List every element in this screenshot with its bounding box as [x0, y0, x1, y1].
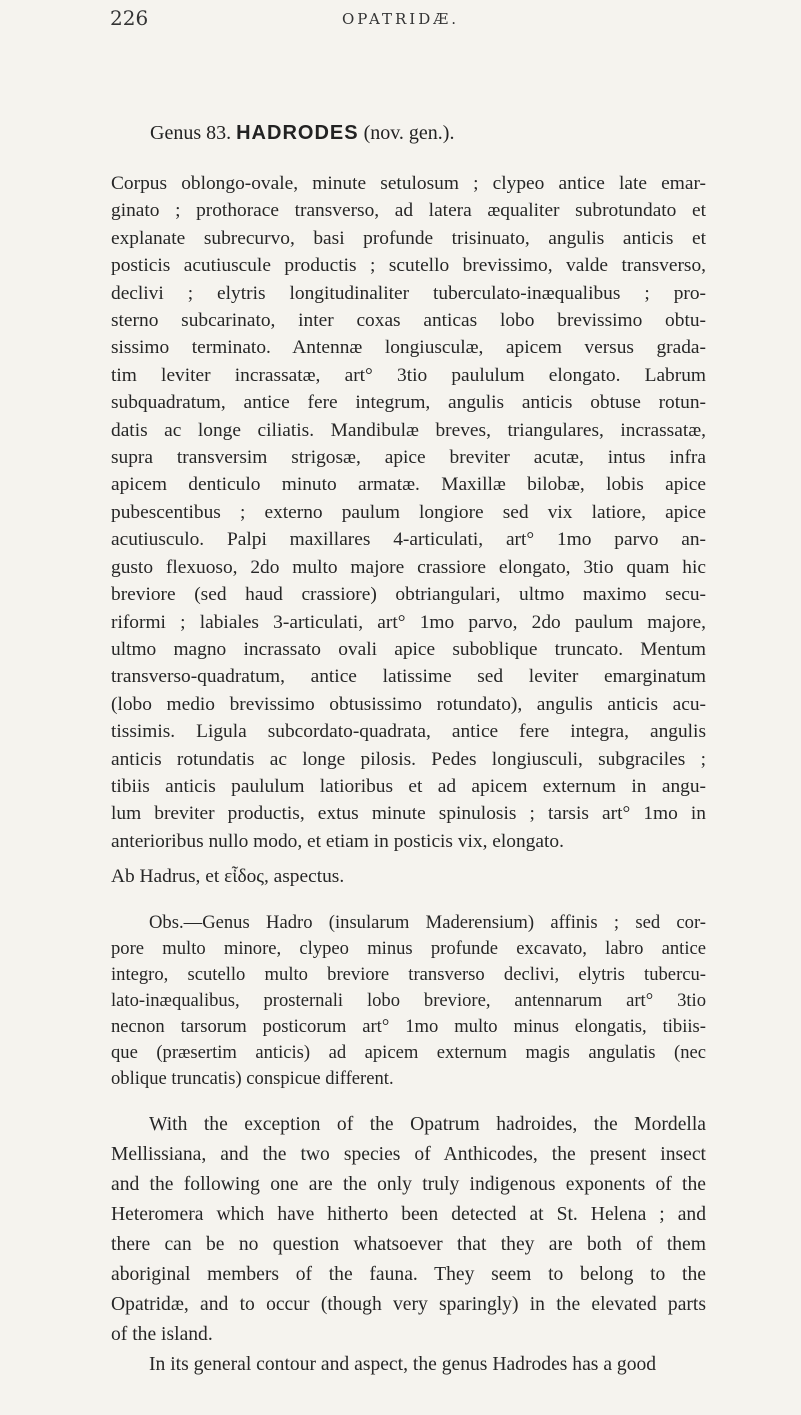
- genus-number: Genus 83.: [150, 122, 232, 144]
- text-line: riformi ; labiales 3-articulati, art° 1mo parvo, 2do paulum majore,: [111, 611, 706, 633]
- text-line: Ab Hadrus, et εἶδος, aspectus.: [111, 866, 345, 887]
- text-line: In its general contour and aspect, the genus Hadrodes has a good: [149, 1354, 657, 1375]
- text-line: and the following one are the only truly indigenous exponents of the: [111, 1174, 706, 1195]
- latin-description: [111, 170, 706, 855]
- text-line: ginato ; prothorace transverso, ad latera æqualiter subrotundato et: [111, 200, 706, 222]
- text-line: Corpus oblongo-ovale, minute setulosum ; clypeo antice late emar-: [111, 173, 706, 194]
- text-line: gusto flexuoso, 2do multo majore crassiore elongato, 3tio quam hic: [111, 556, 706, 578]
- text-line: que (præsertim anticis) ad apicem externum magis angulatis (nec: [111, 1042, 706, 1063]
- text-line: lato-inæqualibus, prosternali lobo breviore, antennarum art° 3tio: [111, 990, 706, 1011]
- text-line: supra transversim strigosæ, apice breviter acutæ, intus infra: [111, 447, 706, 469]
- text-line: lum breviter productis, extus minute spinulosis ; tarsis art° 1mo in: [111, 803, 706, 825]
- text-line: transverso-quadratum, antice latissime sed leviter emarginatum: [111, 666, 706, 688]
- text-line: Mellissiana, and the two species of Anthicodes, the present insect: [111, 1144, 706, 1165]
- text-line: necnon tarsorum posticorum art° 1mo multo minus elongatis, tibiis-: [111, 1016, 706, 1037]
- text-line: acutiusculo. Palpi maxillares 4-articulati, art° 1mo parvo an-: [111, 529, 706, 551]
- text-line: ultmo magno incrassato ovali apice suboblique truncato. Mentum: [111, 638, 706, 660]
- genus-name: HADRODES: [236, 122, 359, 144]
- text-line: there can be no question whatsoever that they are both of them: [111, 1234, 706, 1255]
- text-line: Obs.—Genus Hadro (insularum Maderensium) affinis ; sed cor-: [149, 912, 706, 933]
- text-line: declivi ; elytris longitudinaliter tuberculato-inæqualibus ; pro-: [111, 282, 706, 304]
- text-line: tissimis. Ligula subcordato-quadrata, antice fere integra, angulis: [111, 721, 706, 743]
- text-line: of the island.: [111, 1324, 213, 1345]
- text-line: pore multo minore, clypeo minus profunde excavato, labro antice: [111, 938, 706, 959]
- text-line: subquadratum, antice fere integrum, angulis anticis obtuse rotun-: [111, 392, 706, 414]
- text-line: tibiis anticis paululum latioribus et ad apicem externum in angu-: [111, 775, 706, 797]
- text-line: sissimo terminato. Antennæ longiusculæ, apicem versus grada-: [111, 337, 706, 359]
- english-commentary: [111, 1110, 706, 1380]
- running-head: OPATRIDÆ.: [341, 10, 460, 28]
- text-line: anterioribus nullo modo, et etiam in posticis vix, elongato.: [111, 830, 564, 852]
- text-line: Opatridæ, and to occur (though very sparingly) in the elevated parts: [111, 1294, 706, 1315]
- text-line: explanate subrecurvo, basi profunde trisinuato, angulis anticis et: [111, 227, 706, 249]
- page-number: 226: [110, 6, 149, 30]
- text-line: tim leviter incrassatæ, art° 3tio paululum elongato. Labrum: [111, 364, 706, 386]
- text-line: With the exception of the Opatrum hadroides, the Mordella: [149, 1114, 706, 1135]
- text-line: anticis rotundatis ac longe pilosis. Pedes longiusculi, subgraciles ;: [111, 748, 706, 770]
- text-line: Heteromera which have hitherto been detected at St. Helena ; and: [111, 1204, 706, 1225]
- genus-note: (nov. gen.).: [363, 122, 455, 144]
- observation-paragraph: [111, 910, 706, 1092]
- text-line: breviore (sed haud crassiore) obtriangulari, ultmo maximo secu-: [111, 584, 706, 606]
- text-line: aboriginal members of the fauna. They seem to belong to the: [111, 1264, 706, 1285]
- text-line: posticis acutiuscule productis ; scutello brevissimo, valde transverso,: [111, 255, 706, 277]
- text-line: datis ac longe ciliatis. Mandibulæ breves, triangulares, incrassatæ,: [111, 419, 706, 441]
- text-line: sterno subcarinato, inter coxas anticas lobo brevissimo obtu-: [111, 310, 706, 332]
- text-line: integro, scutello multo breviore transverso declivi, elytris tubercu-: [111, 964, 706, 985]
- etymology: [111, 863, 706, 890]
- genus-heading: [150, 122, 454, 145]
- text-line: (lobo medio brevissimo obtusissimo rotundato), angulis anticis acu-: [111, 693, 706, 715]
- text-line: apicem denticulo minuto armatæ. Maxillæ bilobæ, lobis apice: [111, 474, 706, 496]
- text-line: pubescentibus ; externo paulum longiore sed vix latiore, apice: [111, 501, 706, 523]
- text-line: oblique truncatis) conspicue different.: [111, 1068, 394, 1089]
